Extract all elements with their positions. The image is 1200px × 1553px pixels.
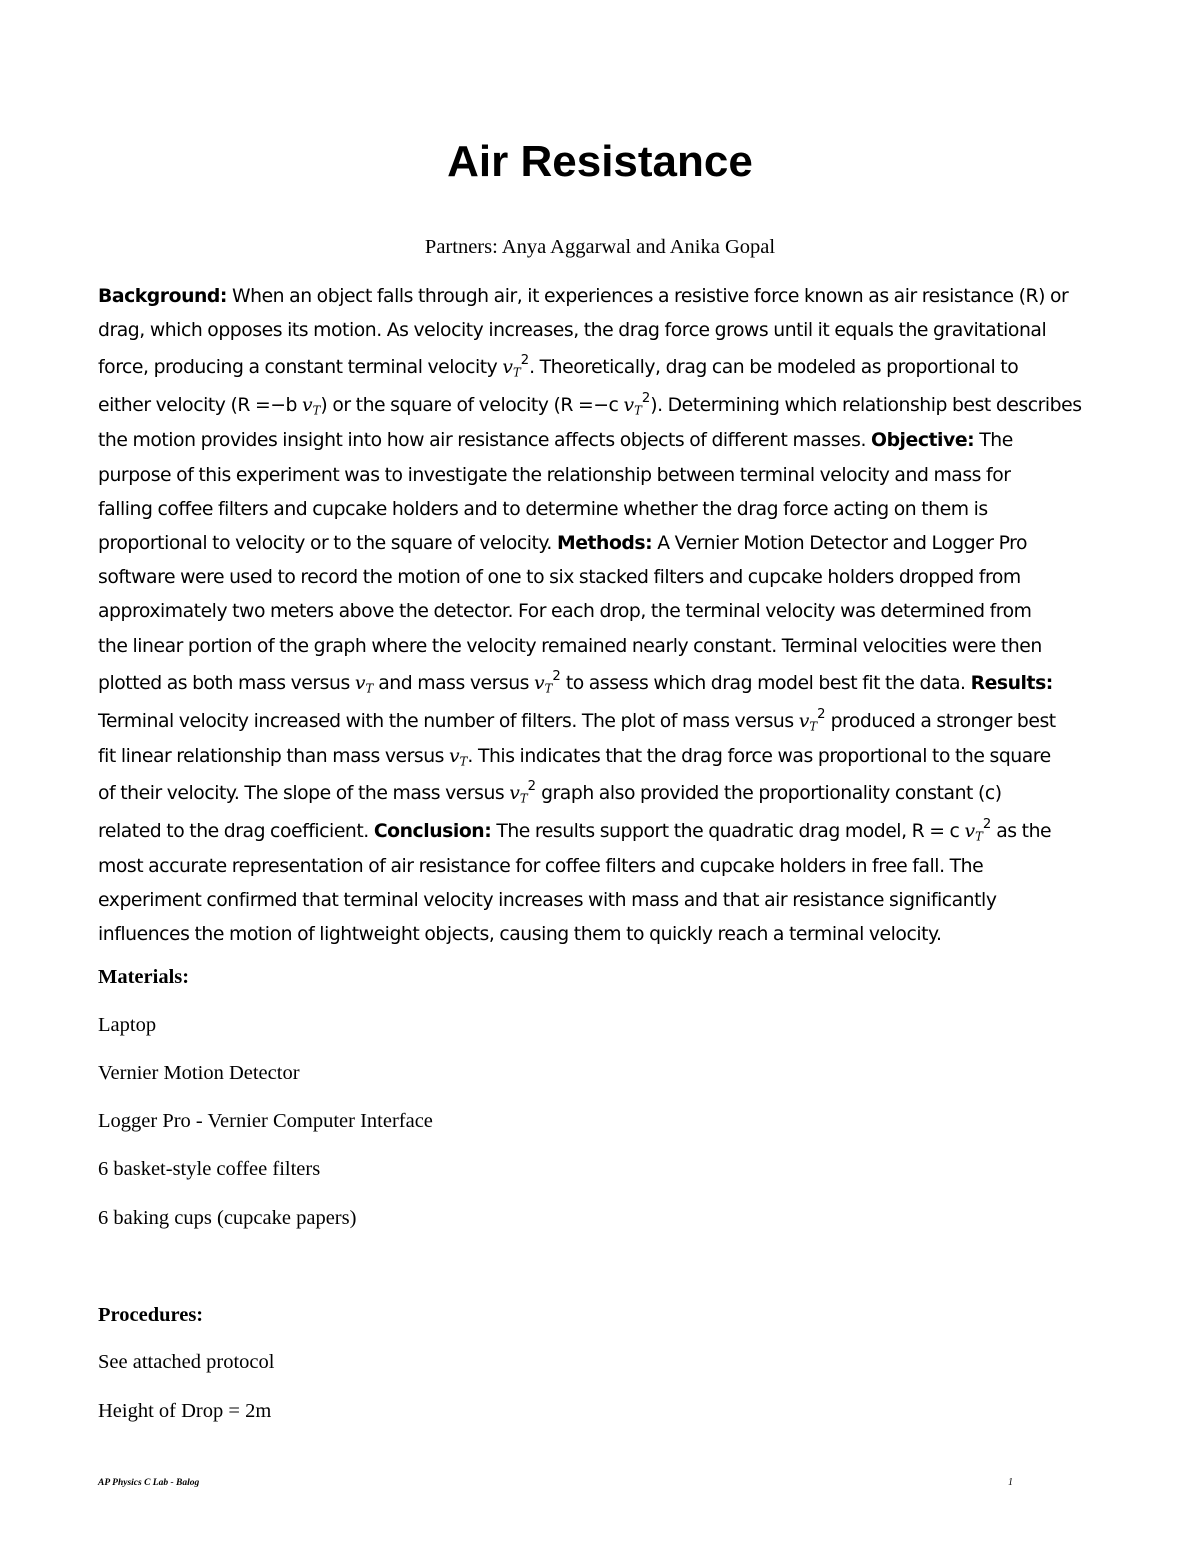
results-label: Results: bbox=[970, 672, 1053, 694]
vt-squared-symbol: $v_T^2$ bbox=[798, 706, 826, 734]
abstract-line: falling coffee filters and cupcake holders and to determine whether the drag force acting on them is bbox=[98, 498, 988, 520]
materials-item: Logger Pro - Vernier Computer Interface bbox=[98, 1110, 433, 1132]
abstract-line: either velocity (R =−b $v_T$) or the square of velocity (R =−c $v_T^2$). Determining which relationship best describes bbox=[98, 391, 1082, 418]
vt-squared-symbol: $v_T^2$ bbox=[502, 353, 530, 380]
procedures-heading: Procedures: bbox=[98, 1304, 204, 1326]
abstract-line: most accurate representation of air resistance for coffee filters and cupcake holders in free fall. The bbox=[98, 855, 984, 877]
vt-symbol: $v_T$ bbox=[354, 672, 374, 696]
abstract-line: proportional to velocity or to the square of velocity. Methods: A Vernier Motion Detector and Logger Pro bbox=[98, 532, 1028, 554]
materials-item: Vernier Motion Detector bbox=[98, 1062, 300, 1084]
abstract-line: force, producing a constant terminal velocity $v_T^2$. Theoretically, drag can be modeled as proportional to bbox=[98, 353, 1019, 380]
abstract-line: Background: When an object falls through air, it experiences a resistive force known as air resistance (R) or bbox=[98, 286, 1069, 307]
conclusion-label: Conclusion: bbox=[373, 820, 492, 842]
materials-item: 6 basket-style coffee filters bbox=[98, 1158, 321, 1180]
abstract-line: Terminal velocity increased with the number of filters. The plot of mass versus $v_T^2$ produced a stronger best bbox=[98, 706, 1056, 734]
abstract-line: of their velocity. The slope of the mass versus $v_T^2$ graph also provided the proportionality constant (c) bbox=[98, 778, 1002, 806]
procedures-item: See attached protocol bbox=[98, 1351, 275, 1373]
abstract-line: related to the drag coefficient. Conclusion: The results support the quadratic drag model, R = c $v_T^2$ as the bbox=[98, 816, 1052, 844]
abstract-line: the linear portion of the graph where the velocity remained nearly constant. Terminal velocities were then bbox=[98, 635, 1042, 657]
abstract-line: software were used to record the motion of one to six stacked filters and cupcake holders dropped from bbox=[98, 567, 1021, 589]
materials-heading: Materials: bbox=[98, 966, 190, 988]
procedures-item: Height of Drop = 2m bbox=[98, 1400, 272, 1422]
abstract-paragraph bbox=[98, 280, 1138, 952]
abstract-line: influences the motion of lightweight objects, causing them to quickly reach a terminal velocity. bbox=[98, 924, 942, 946]
footer-page-number: 1 bbox=[1008, 1477, 1013, 1488]
vt-squared-symbol: $v_T^2$ bbox=[509, 778, 537, 806]
objective-label: Objective: bbox=[871, 430, 975, 452]
abstract-line: approximately two meters above the detector. For each drop, the terminal velocity was determined from bbox=[98, 601, 1032, 623]
vt-squared-symbol: $v_T^2$ bbox=[964, 816, 992, 844]
vt-symbol: $v_T$ bbox=[449, 745, 468, 769]
abstract-line: the motion provides insight into how air resistance affects objects of different masses. Objective: The bbox=[98, 430, 1013, 452]
materials-item: 6 baking cups (cupcake papers) bbox=[98, 1207, 357, 1229]
methods-label: Methods: bbox=[556, 532, 653, 554]
vt-squared-symbol: $v_T^2$ bbox=[534, 668, 561, 696]
page-title: Air Resistance bbox=[447, 137, 753, 186]
materials-item: Laptop bbox=[98, 1014, 157, 1036]
abstract-line: experiment confirmed that terminal velocity increases with mass and that air resistance significantly bbox=[98, 890, 997, 912]
abstract-line: purpose of this experiment was to investigate the relationship between terminal velocity and mass for bbox=[98, 464, 1011, 486]
abstract-line: plotted as both mass versus $v_T$ and mass versus $v_T^2$ to assess which drag model best fit the data. Results: bbox=[98, 668, 1053, 696]
partners-line: Partners: Anya Aggarwal and Anika Gopal bbox=[424, 236, 776, 258]
abstract-line: drag, which opposes its motion. As velocity increases, the drag force grows until it equals the gravitational bbox=[98, 320, 1047, 342]
background-label: Background: bbox=[98, 286, 227, 307]
footer-course-label: AP Physics C Lab - Balog bbox=[98, 1478, 200, 1488]
vt-symbol: $v_T$ bbox=[302, 395, 321, 418]
abstract-line: fit linear relationship than mass versus $v_T$. This indicates that the drag force was proportional to the square bbox=[98, 745, 1051, 769]
vt-squared-symbol: $v_T^2$ bbox=[623, 391, 651, 418]
